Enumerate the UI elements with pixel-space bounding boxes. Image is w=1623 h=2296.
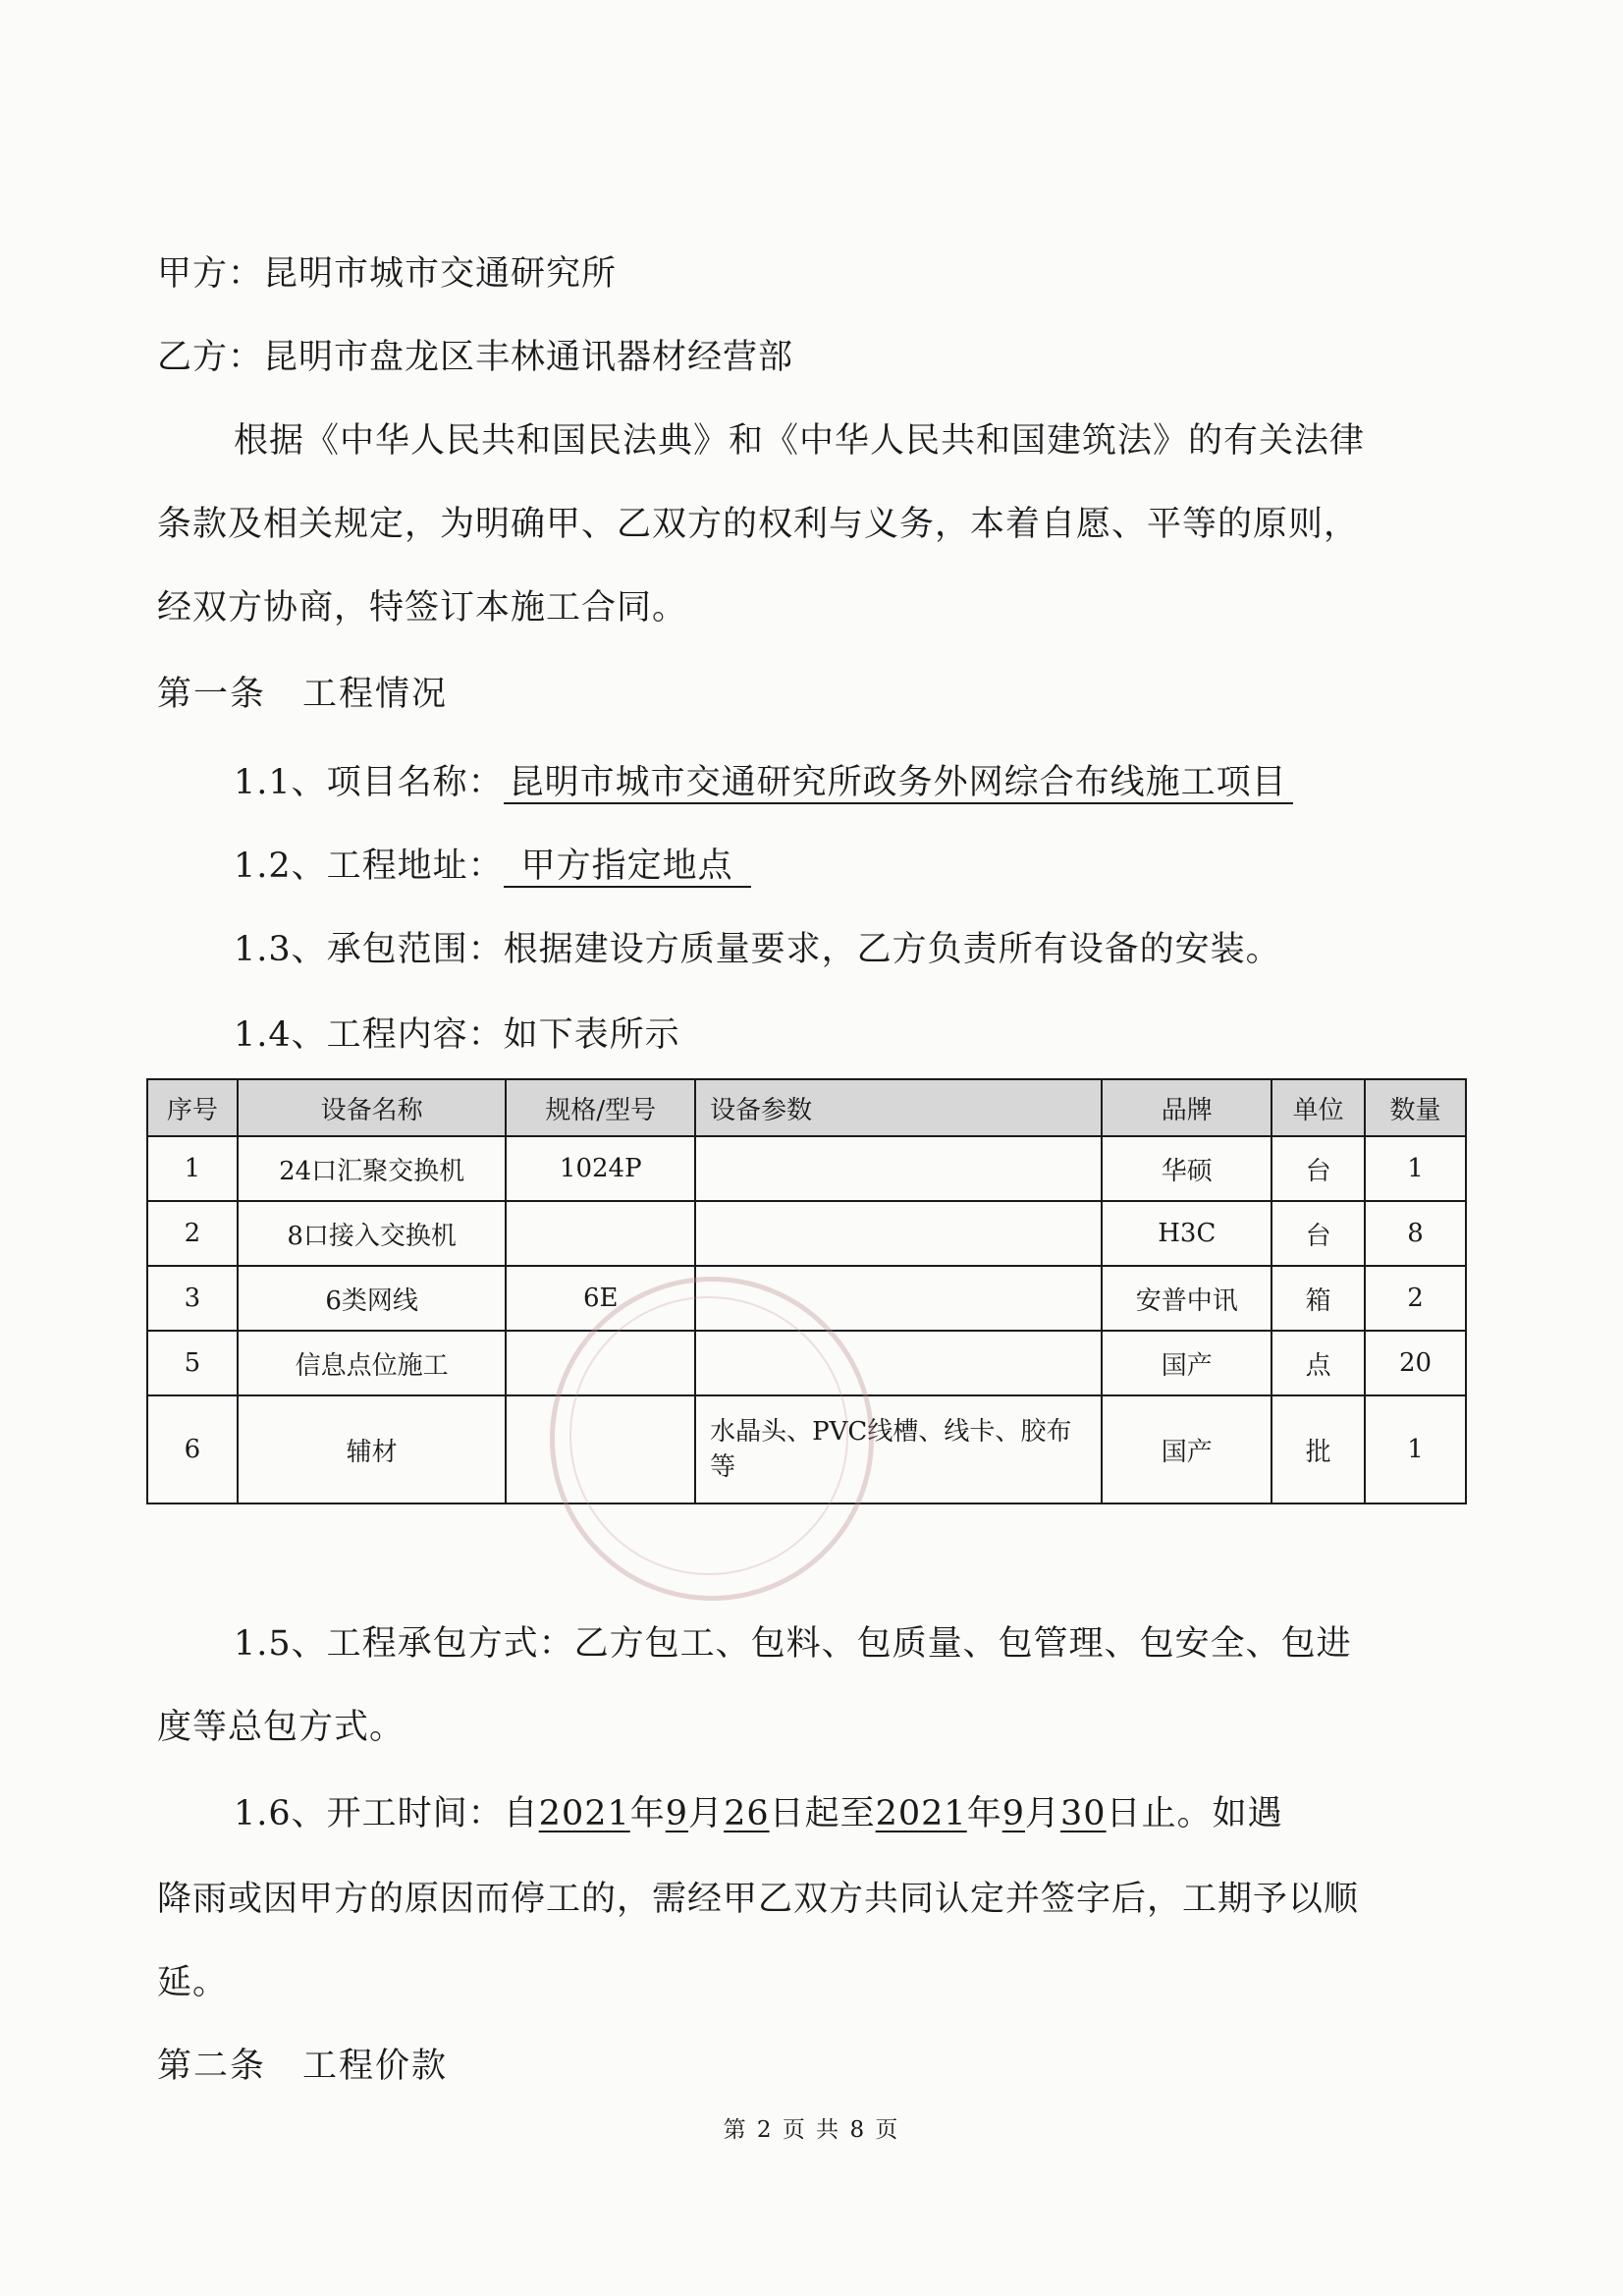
header-device-name: 设备名称: [238, 1079, 507, 1136]
item-1-5-line-1: 1.5、工程承包方式：乙方包工、包料、包质量、包管理、包安全、包进: [234, 1624, 1352, 1664]
cell-quantity: 8: [1365, 1201, 1466, 1266]
table-row: [147, 1331, 1466, 1395]
cell-params: [695, 1266, 1102, 1331]
item-1-6-prefix: 1.6、开工时间：自: [234, 1794, 539, 1833]
cell-quantity: 1: [1365, 1395, 1466, 1503]
article-2-title: 第二条 工程价款: [157, 2047, 449, 2086]
cell-model: 6E: [506, 1266, 695, 1331]
cell-index: 3: [147, 1266, 238, 1331]
table-header-row: [147, 1079, 1466, 1136]
cell-index: 5: [147, 1331, 238, 1395]
header-unit: 单位: [1271, 1079, 1365, 1136]
table-row: [147, 1136, 1466, 1201]
start-month: 9: [665, 1794, 689, 1833]
item-1-5-line-2: 度等总包方式。: [157, 1708, 406, 1747]
header-quantity: 数量: [1365, 1079, 1466, 1136]
item-1-2-label: 1.2、工程地址：: [234, 847, 504, 886]
item-1-6-line-1: [234, 1790, 1476, 1837]
end-month: 9: [1001, 1794, 1025, 1833]
cell-index: 2: [147, 1201, 238, 1266]
cell-quantity: 2: [1365, 1266, 1466, 1331]
cell-params: [695, 1201, 1102, 1266]
start-day: 26: [724, 1794, 770, 1833]
cell-model: [506, 1395, 695, 1503]
table-row: [147, 1201, 1466, 1266]
cell-model: [506, 1331, 695, 1395]
year-char: 年: [629, 1794, 666, 1833]
cell-brand: 安普中讯: [1102, 1266, 1271, 1331]
year-char-2: 年: [966, 1794, 1002, 1833]
party-b: 乙方：昆明市盘龙区丰林通讯器材经营部: [157, 338, 794, 377]
cell-params: [695, 1136, 1102, 1201]
cell-unit: 台: [1271, 1201, 1365, 1266]
cell-params: 水晶头、PVC线槽、线卡、胶布等: [695, 1395, 1102, 1503]
item-1-6-mid: 日起至: [769, 1794, 876, 1833]
table-row: [147, 1395, 1466, 1503]
cell-device-name: 8口接入交换机: [238, 1201, 507, 1266]
cell-brand: H3C: [1102, 1201, 1271, 1266]
project-address: 甲方指定地点: [504, 847, 751, 888]
cell-unit: 台: [1271, 1136, 1365, 1201]
header-params: 设备参数: [695, 1079, 1102, 1136]
start-year: 2021: [538, 1794, 630, 1833]
cell-device-name: 24口汇聚交换机: [238, 1136, 507, 1201]
item-1-6-line-2: 降雨或因甲方的原因而停工的，需经甲乙双方共同认定并签字后，工期予以顺: [157, 1880, 1360, 1919]
month-char-2: 月: [1025, 1794, 1061, 1833]
table-row: [147, 1266, 1466, 1331]
item-1-6-line-3: 延。: [157, 1963, 229, 2002]
header-brand: 品牌: [1102, 1079, 1271, 1136]
item-1-1-label: 1.1、项目名称：: [234, 763, 504, 802]
header-index: 序号: [147, 1079, 238, 1136]
preamble-line-3: 经双方协商，特签订本施工合同。: [157, 588, 688, 628]
party-a: 甲方：昆明市城市交通研究所: [157, 254, 618, 294]
cell-model: [506, 1201, 695, 1266]
page-footer: 第 2 页 共 8 页: [723, 2117, 900, 2143]
cell-brand: 华硕: [1102, 1136, 1271, 1201]
preamble-line-2: 条款及相关规定，为明确甲、乙双方的权利与义务，本着自愿、平等的原则，: [157, 505, 1360, 544]
cell-quantity: 1: [1365, 1136, 1466, 1201]
item-1-1: [234, 759, 1476, 806]
cell-device-name: 6类网线: [238, 1266, 507, 1331]
header-model: 规格/型号: [506, 1079, 695, 1136]
cell-quantity: 20: [1365, 1331, 1466, 1395]
cell-index: 6: [147, 1395, 238, 1503]
preamble-line-1: 根据《中华人民共和国民法典》和《中华人民共和国建筑法》的有关法律: [234, 421, 1366, 461]
project-name: 昆明市城市交通研究所政务外网综合布线施工项目: [504, 763, 1293, 804]
item-1-6-suffix: 日止。如遇: [1106, 1794, 1283, 1833]
cell-device-name: 辅材: [238, 1395, 507, 1503]
item-1-4: 1.4、工程内容：如下表所示: [234, 1015, 680, 1055]
cell-params: [695, 1331, 1102, 1395]
end-year: 2021: [875, 1794, 967, 1833]
cell-brand: 国产: [1102, 1395, 1271, 1503]
cell-index: 1: [147, 1136, 238, 1201]
item-1-3: 1.3、承包范围：根据建设方质量要求，乙方负责所有设备的安装。: [234, 930, 1281, 969]
article-1-title: 第一条 工程情况: [157, 675, 449, 714]
cell-device-name: 信息点位施工: [238, 1331, 507, 1395]
item-1-2: [234, 843, 1476, 890]
month-char: 月: [688, 1794, 725, 1833]
cell-brand: 国产: [1102, 1331, 1271, 1395]
equipment-table: [146, 1078, 1467, 1504]
end-day: 30: [1060, 1794, 1107, 1833]
cell-unit: 点: [1271, 1331, 1365, 1395]
cell-model: 1024P: [506, 1136, 695, 1201]
cell-unit: 箱: [1271, 1266, 1365, 1331]
cell-unit: 批: [1271, 1395, 1365, 1503]
